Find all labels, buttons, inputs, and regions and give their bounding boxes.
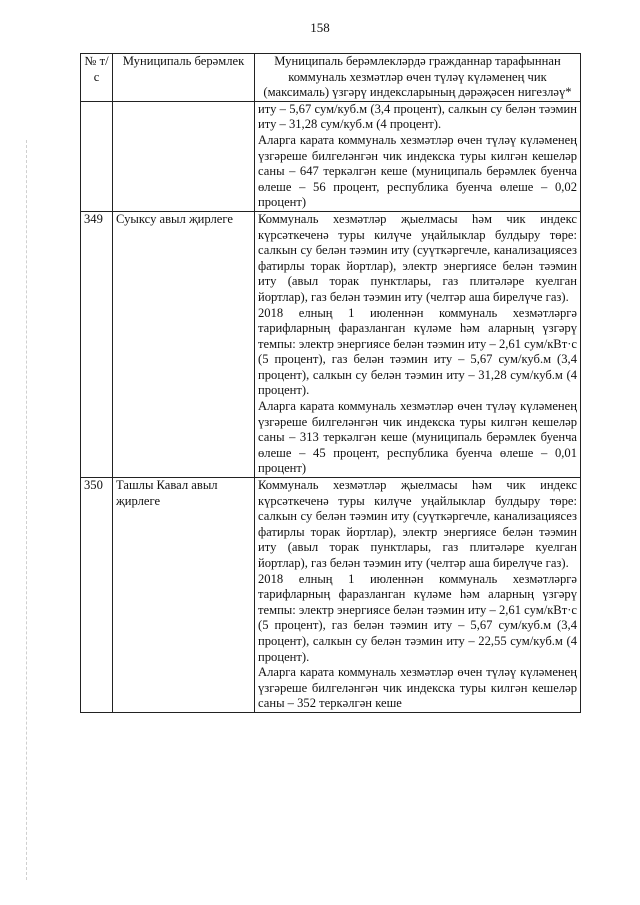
table-header-row: [81, 54, 581, 102]
row-basis-text: [255, 211, 581, 477]
header-basis: Муниципаль берәмлекләрдә гражданнар тарафыннан коммуналь хезмәтләр өчен түләү күләменең чик (максималь) үзгәрү индексларының дәрәҗәсен нигезләү*: [255, 54, 581, 102]
basis-paragraph: Коммуналь хезмәтләр җыелмасы һәм чик индекс күрсәткеченә туры килүче уңайлыклар булдыру төре: салкын су белән тәэмин иту (суүткәргечле, канализациясез фатирлы торак йортлар), электр энергиясе белән тәэмин иту (авыл торак пунктлары, газ плитәләре куелган йортлар), газ белән тәэмин иту (челтәр аша бирелүче газ).: [258, 478, 577, 570]
basis-paragraph: Аларга карата коммуналь хезмәтләр өчен түләү күләменең үзгәреше билгеләнгән чик индекска туры килгән кешеләр саны – 352 теркәлгән кеше: [258, 665, 577, 711]
basis-paragraph: Аларга карата коммуналь хезмәтләр өчен түләү күләменең үзгәреше билгеләнгән чик индекска туры килгән кешеләр саны – 313 теркәлгән кеше (муниципаль берәмлек буенча өлеше – 45 процент, республика буенча өлеше – 0,01 процент): [258, 399, 577, 476]
basis-paragraph: 2018 елның 1 июленнән коммуналь хезмәтләргә тарифларның фаразланган күләме һәм аларның үзгәрү темпы: электр энергиясе белән тәэмин иту – 2,61 сум/кВт·с (5 процент), газ белән тәэмин иту – 5,67 сум/куб.м (3,4 процент), салкын су белән тәэмин иту – 22,55 сум/куб.м (4 процент).: [258, 571, 577, 664]
basis-paragraph: Аларга карата коммуналь хезмәтләр өчен түләү күләменең үзгәреше билгеләнгән чик индекска туры килгән кешеләр саны – 647 теркәлгән кеше (муниципаль берәмлек буенча өлеше – 56 процент, республика буенча өлеше – 0,02 процент): [258, 132, 577, 210]
table-body: [81, 101, 581, 712]
scan-edge-line: [26, 140, 28, 880]
row-basis-text: [255, 478, 581, 713]
row-municipality: Суыксу авыл җирлеге: [113, 211, 255, 477]
table-row: [81, 478, 581, 713]
header-municipality: Муниципаль берәмлек: [113, 54, 255, 102]
header-number: № т/с: [81, 54, 113, 102]
basis-paragraph: Коммуналь хезмәтләр җыелмасы һәм чик индекс күрсәткеченә туры килүче уңайлыклар булдыру төре: салкын су белән тәэмин иту (суүткәргечле, канализациясез фатирлы торак йортлар), электр энергиясе белән тәэмин иту (авыл торак пунктлары, газ плитәләре куелган йортлар), газ белән тәэмин иту (челтәр аша бирелүче газ).: [258, 211, 577, 304]
table-row: [81, 211, 581, 477]
row-basis-text: [255, 101, 581, 211]
row-municipality: [113, 101, 255, 211]
row-municipality: Ташлы Кавал авыл җирлеге: [113, 478, 255, 713]
basis-paragraph: иту – 5,67 сум/куб.м (3,4 процент), салкын су белән тәэмин иту – 31,28 сум/куб.м (4 процент).: [258, 101, 577, 132]
basis-paragraph: 2018 елның 1 июленнән коммуналь хезмәтләргә тарифларның фаразланган күләме һәм аларның үзгәрү темпы: электр энергиясе белән тәэмин иту – 2,61 сум/кВт·с (5 процент), газ белән тәэмин иту – 5,67 сум/куб.м (3,4 процент), салкын су белән тәэмин иту – 31,28 сум/куб.м (4 процент).: [258, 305, 577, 398]
row-number: 350: [81, 478, 113, 713]
page-number: 158: [310, 20, 330, 35]
row-number: 349: [81, 211, 113, 477]
row-number: [81, 101, 113, 211]
municipal-index-table: [80, 53, 581, 713]
table-row: [81, 101, 581, 211]
